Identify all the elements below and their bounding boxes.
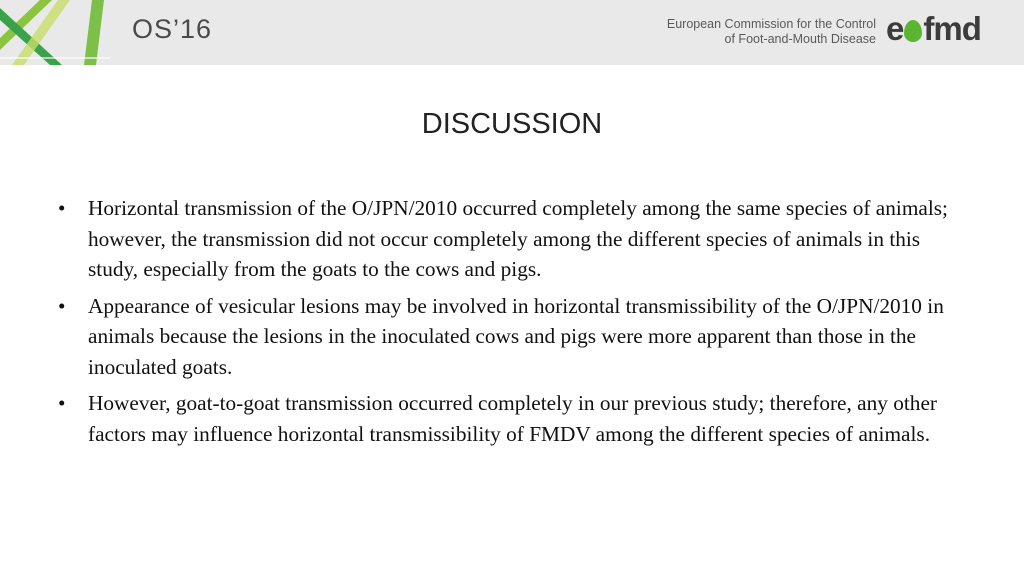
organization-name [667, 17, 876, 47]
eufmd-logo-right: fmd [923, 10, 981, 47]
bullet-text: However, goat-to-goat transmission occurred completely in our previous study; therefore, any other factors may influence horizontal transmissibility of FMDV among the different species of animals. [88, 391, 937, 446]
organization-name-line-2: of Foot-and-Mouth Disease [724, 32, 876, 46]
bullet-text: Horizontal transmission of the O/JPN/2010 occurred completely among the same species of animals; however, the transmission did not occur completely among the different species of animals in this study, especially from the goats to the cows and pigs. [88, 196, 948, 281]
decorative-stripes-graphic [0, 0, 110, 65]
eufmd-logo-left: e [886, 10, 904, 47]
eufmd-logo [886, 10, 981, 48]
bullet-item [56, 291, 968, 383]
bullet-item [56, 388, 968, 449]
bullet-dot-icon: • [58, 293, 66, 318]
event-logo: OS’16 [132, 14, 213, 44]
leaf-icon [904, 20, 922, 42]
bullet-dot-icon: • [58, 196, 66, 220]
bullet-item [56, 193, 968, 285]
bullet-dot-icon: • [58, 391, 66, 415]
header-band [0, 0, 1024, 65]
bullet-text: Appearance of vesicular lesions may be involved in horizontal transmissibility of the O/JPN/2010 in animals because the lesions in the inoculated cows and pigs were more apparent than those in the inoculated goats. [88, 293, 944, 379]
slide-title: DISCUSSION [421, 108, 603, 140]
organization-name-line-1: European Commission for the Control [666, 17, 876, 31]
bullet-list [56, 193, 968, 455]
